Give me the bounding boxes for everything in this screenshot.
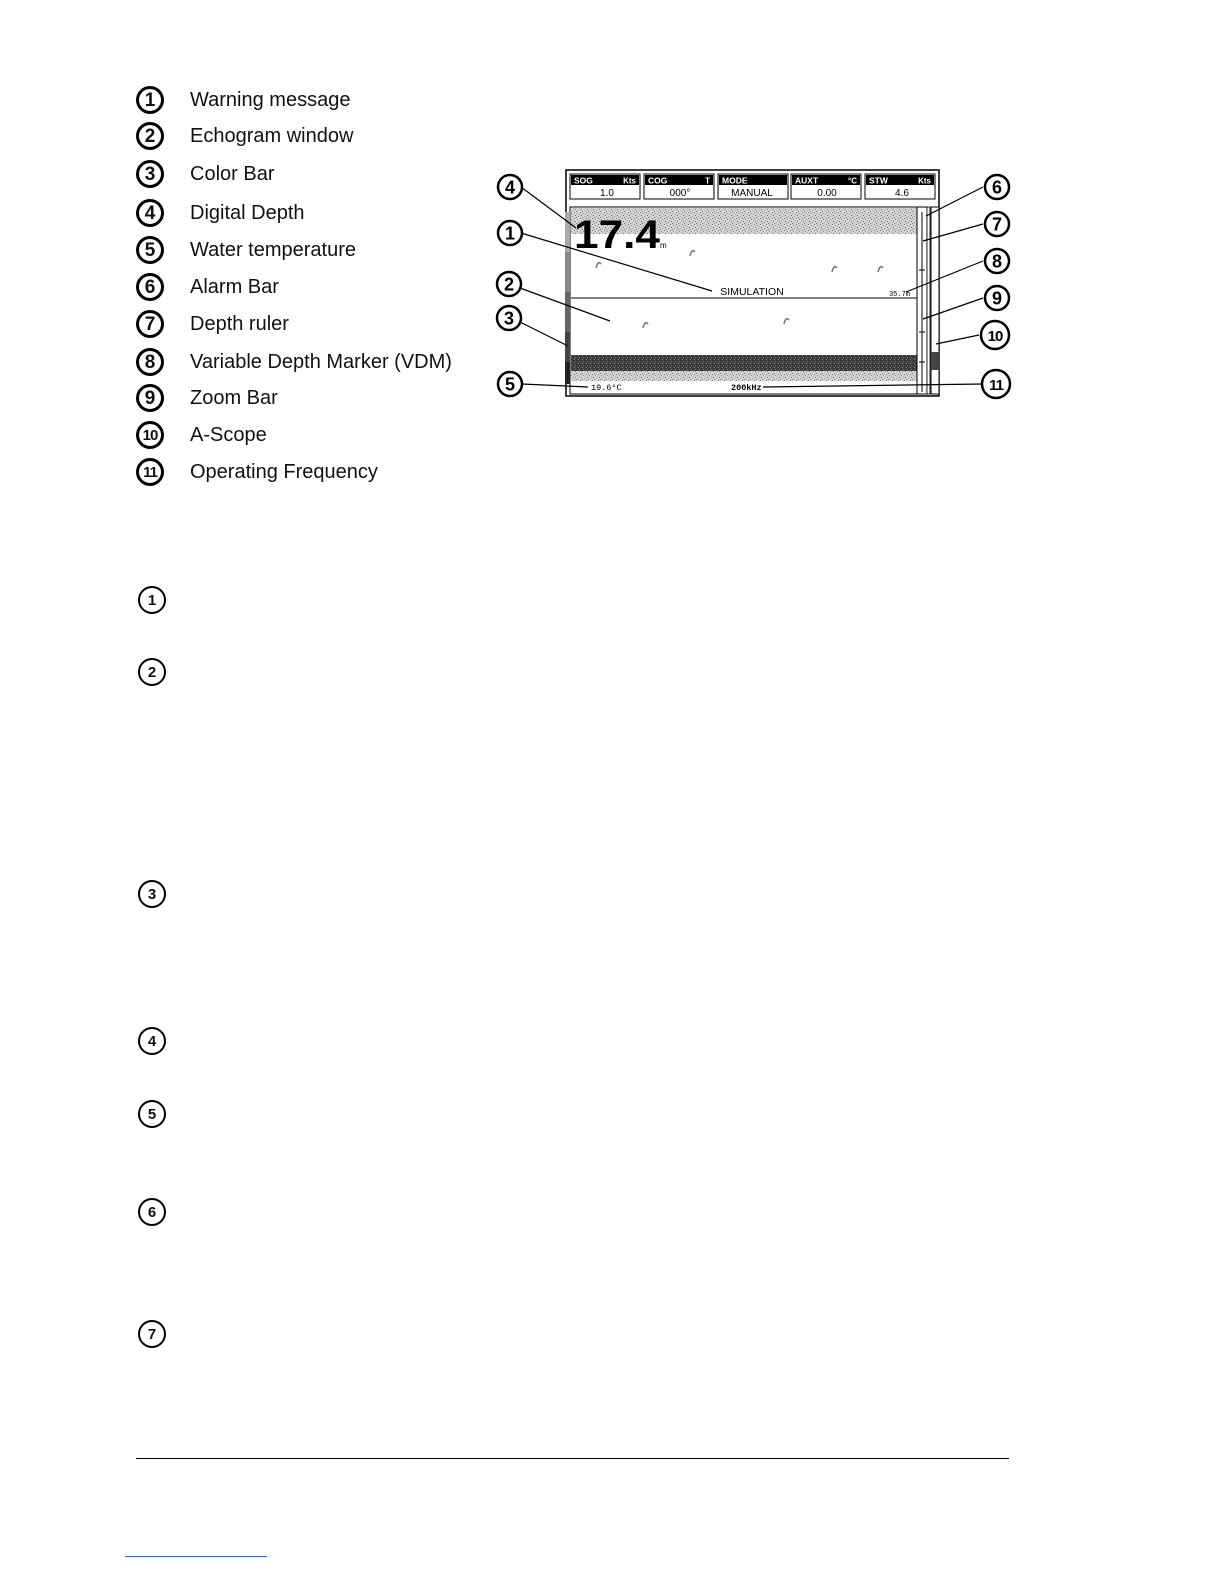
paragraph-marker-3: 3 <box>138 880 166 908</box>
data-box-stw <box>865 174 935 199</box>
figure-callout-2 <box>497 272 521 296</box>
figure-callout-10 <box>981 321 1009 349</box>
callout-number: 2 <box>136 122 164 150</box>
callout-number: 9 <box>991 288 1003 309</box>
legend-label: Warning message <box>190 89 351 111</box>
legend-item-digital-depth <box>136 199 476 233</box>
data-box-mode <box>718 174 788 199</box>
figure-callout-5 <box>498 372 522 396</box>
callout-number: 4 <box>136 199 164 227</box>
callout-number: 11 <box>989 377 1003 394</box>
vdm-value: 35.7m <box>888 291 910 299</box>
callout-number: 8 <box>136 348 164 376</box>
echosounder-figure <box>490 164 1020 404</box>
paragraph-marker-7: 7 <box>138 1320 166 1348</box>
figure-callout-8 <box>985 249 1009 273</box>
data-box-auxt <box>791 174 861 199</box>
legend-item-a-scope <box>136 421 476 455</box>
depth-unit: m <box>660 241 667 250</box>
legend-label: Echogram window <box>190 125 354 147</box>
legend-item-water-temperature <box>136 236 476 270</box>
callout-number: 1 <box>504 223 516 244</box>
figure-callout-1 <box>498 221 522 245</box>
data-box-unit: °C <box>848 176 857 186</box>
data-box-value: 0.00 <box>817 188 837 199</box>
callout-number: 6 <box>991 177 1003 198</box>
figure-callout-4 <box>498 175 522 199</box>
data-box-title: COG <box>648 175 668 186</box>
data-box-title: AUXT <box>795 175 819 186</box>
seabed <box>571 355 917 371</box>
data-box-unit: Kts <box>918 176 931 186</box>
data-box-value: 4.6 <box>895 188 909 199</box>
data-box-value: MANUAL <box>731 188 773 199</box>
legend-item-depth-ruler <box>136 310 476 344</box>
legend-item-echogram-window <box>136 122 476 156</box>
callout-number: 10 <box>987 328 1003 345</box>
data-box-value: 1.0 <box>600 188 614 199</box>
callout-number: 3 <box>136 160 164 188</box>
callout-number: 1 <box>136 86 164 114</box>
legend-label: Operating Frequency <box>190 461 378 483</box>
data-box-unit: T <box>705 176 710 186</box>
data-box-title: SOG <box>574 175 593 186</box>
figure-callout-7 <box>985 212 1009 236</box>
footer-link-underline[interactable] <box>125 1556 267 1557</box>
legend-label: Alarm Bar <box>190 276 279 298</box>
callout-number: 7 <box>991 214 1003 235</box>
paragraph-marker-6: 6 <box>138 1198 166 1226</box>
a-scope <box>931 207 939 394</box>
legend-item-vdm <box>136 348 476 382</box>
water-temperature: 19.6°C <box>591 383 622 393</box>
callout-number: 5 <box>136 236 164 264</box>
paragraph-marker-4: 4 <box>138 1027 166 1055</box>
callout-number: 3 <box>503 308 515 329</box>
callout-number: 7 <box>136 310 164 338</box>
data-box-value: 000° <box>669 188 691 199</box>
legend-item-alarm-bar <box>136 273 476 307</box>
callout-number: 10 <box>136 421 164 449</box>
figure-callout-11 <box>982 370 1010 398</box>
data-box-sog <box>570 174 640 199</box>
data-box-unit: Kts <box>623 176 636 186</box>
paragraph-marker-2: 2 <box>138 658 166 686</box>
legend-item-color-bar <box>136 160 476 194</box>
zoom-bar <box>927 207 930 394</box>
legend-label: Zoom Bar <box>190 387 278 409</box>
callout-number: 4 <box>504 177 516 198</box>
callout-number: 5 <box>504 374 516 395</box>
figure-callout-6 <box>985 175 1009 199</box>
legend-label: A-Scope <box>190 424 267 446</box>
callout-number: 11 <box>136 458 164 486</box>
warning-message: SIMULATION <box>720 286 784 298</box>
figure-callout-3 <box>497 306 521 330</box>
callout-number: 6 <box>136 273 164 301</box>
depth-ruler <box>917 207 927 394</box>
callout-number: 8 <box>991 251 1003 272</box>
paragraph-marker-1: 1 <box>138 586 166 614</box>
data-box-title: STW <box>869 175 888 186</box>
digital-depth: 17.4 <box>574 213 661 257</box>
callout-number: 9 <box>136 384 164 412</box>
seabed-clutter <box>571 371 917 381</box>
data-box-title: MODE <box>722 175 748 186</box>
legend-label: Digital Depth <box>190 202 305 224</box>
color-bar <box>565 212 570 384</box>
legend-item-operating-frequency <box>136 458 476 492</box>
legend-label: Color Bar <box>190 163 275 185</box>
legend-item-warning-message <box>136 86 476 120</box>
paragraph-marker-5: 5 <box>138 1100 166 1128</box>
legend-label: Water temperature <box>190 239 356 261</box>
legend-label: Variable Depth Marker (VDM) <box>190 351 452 373</box>
data-box-cog <box>644 174 714 199</box>
callout-number: 2 <box>503 274 515 295</box>
footer-rule <box>136 1458 1009 1459</box>
legend-item-zoom-bar <box>136 384 476 418</box>
figure-callout-9 <box>985 286 1009 310</box>
legend-label: Depth ruler <box>190 313 289 335</box>
operating-frequency: 200kHz <box>731 383 762 393</box>
